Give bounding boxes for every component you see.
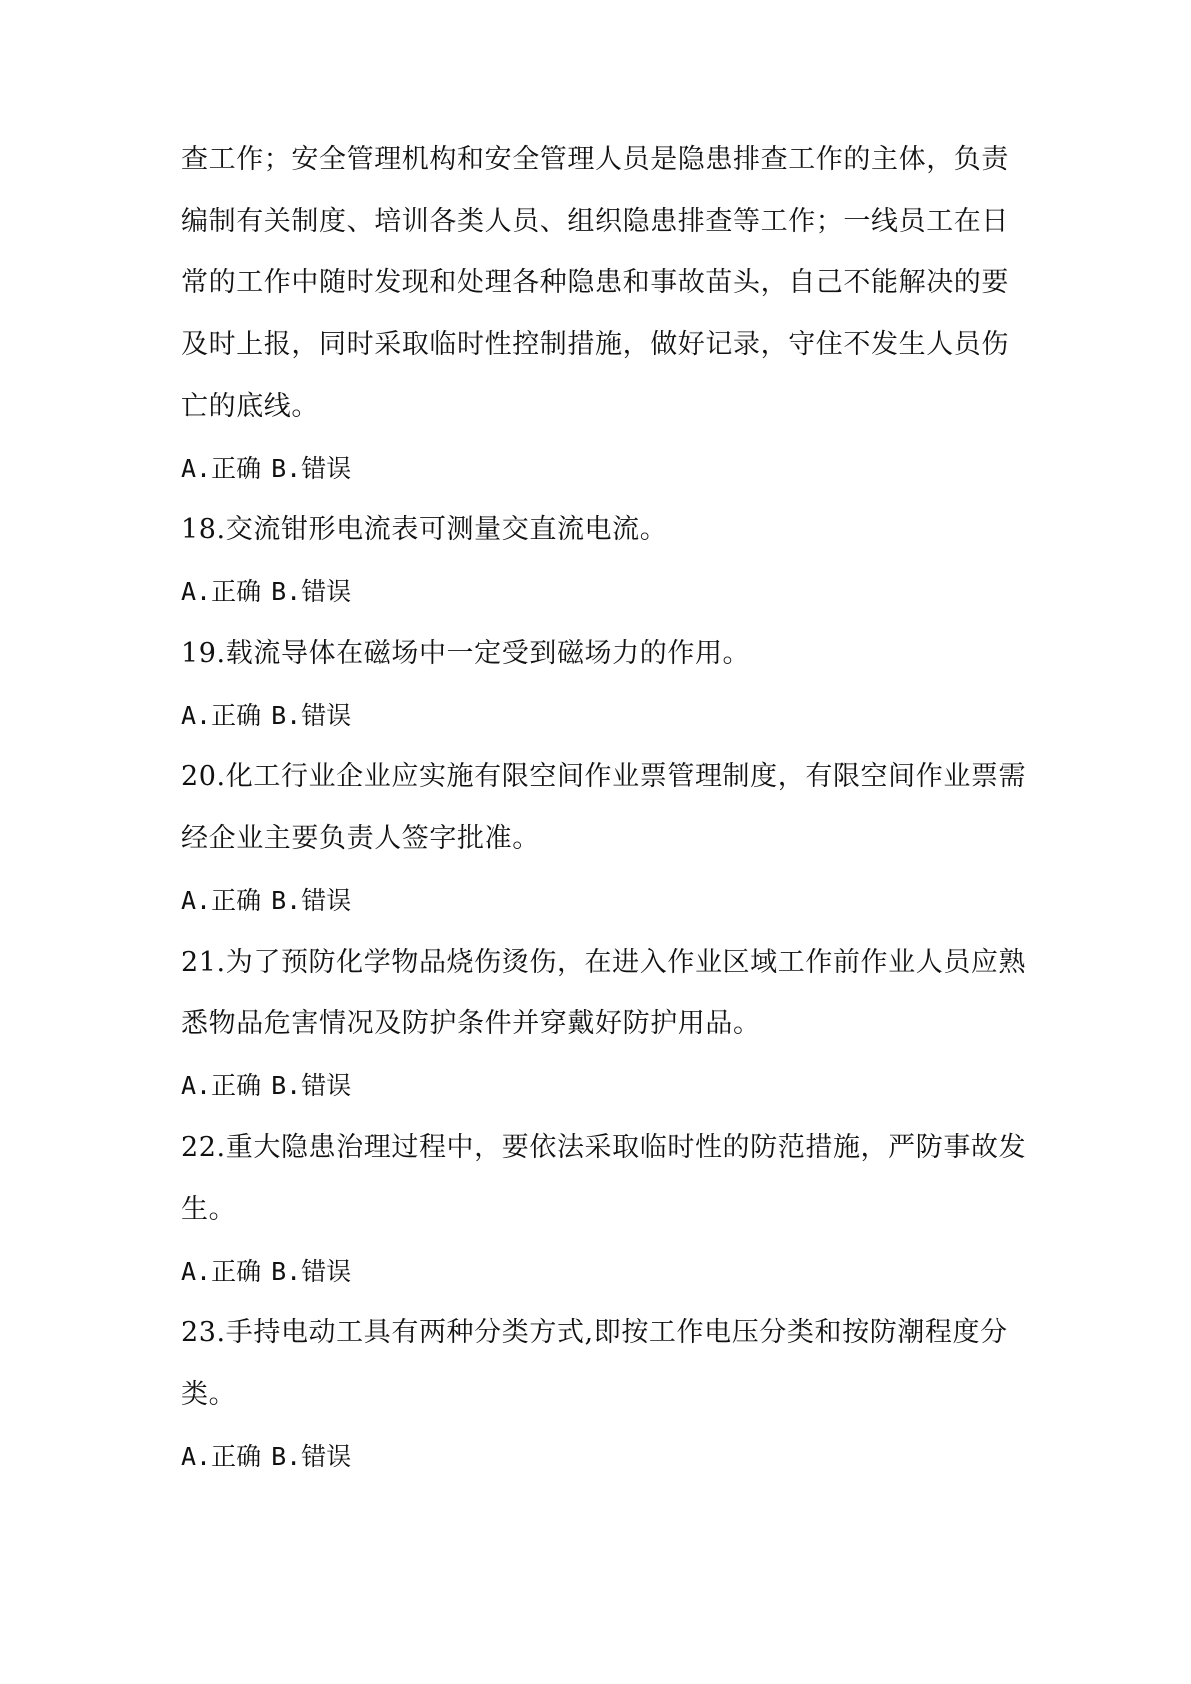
option-a: A.正确 xyxy=(181,1442,262,1471)
option-a: A.正确 xyxy=(181,886,262,915)
answer-options xyxy=(181,575,1011,609)
paragraph-line: 类。 xyxy=(181,1379,237,1410)
option-b: B.错误 xyxy=(271,1257,352,1286)
paragraph-line: 查工作；安全管理机构和安全管理人员是隐患排查工作的主体，负责 xyxy=(181,144,1009,175)
paragraph-line: 悉物品危害情况及防护条件并穿戴好防护用品。 xyxy=(181,1008,761,1039)
option-a: A.正确 xyxy=(181,454,262,483)
option-a: A.正确 xyxy=(181,701,262,730)
answer-options xyxy=(181,1440,1011,1474)
option-a: A.正确 xyxy=(181,1257,262,1286)
question-18: 18.交流钳形电流表可测量交直流电流。 xyxy=(181,514,668,545)
option-b: B.错误 xyxy=(271,454,352,483)
answer-options xyxy=(181,452,1011,486)
question-23: 23.手持电动工具有两种分类方式,即按工作电压分类和按防潮程度分 xyxy=(181,1317,1008,1348)
question-20: 20.化工行业企业应实施有限空间作业票管理制度，有限空间作业票需 xyxy=(181,761,1027,792)
option-a: A.正确 xyxy=(181,1071,262,1100)
paragraph-line: 及时上报，同时采取临时性控制措施，做好记录，守住不发生人员伤 xyxy=(181,329,1009,360)
paragraph-line: 编制有关制度、培训各类人员、组织隐患排查等工作；一线员工在日 xyxy=(181,206,1009,237)
answer-options xyxy=(181,1255,1011,1289)
paragraph-line: 经企业主要负责人签字批准。 xyxy=(181,823,540,854)
option-b: B.错误 xyxy=(271,1442,352,1471)
option-a: A.正确 xyxy=(181,577,262,606)
answer-options xyxy=(181,1069,1011,1103)
paragraph-line: 亡的底线。 xyxy=(181,391,319,422)
paragraph-line: 常的工作中随时发现和处理各种隐患和事故苗头，自己不能解决的要 xyxy=(181,267,1009,298)
option-b: B.错误 xyxy=(271,701,352,730)
question-22: 22.重大隐患治理过程中，要依法采取临时性的防范措施，严防事故发 xyxy=(181,1132,1027,1163)
option-b: B.错误 xyxy=(271,1071,352,1100)
question-19: 19.载流导体在磁场中一定受到磁场力的作用。 xyxy=(181,638,751,669)
answer-options xyxy=(181,699,1011,733)
option-b: B.错误 xyxy=(271,577,352,606)
question-21: 21.为了预防化学物品烧伤烫伤，在进入作业区域工作前作业人员应熟 xyxy=(181,947,1027,978)
paragraph-line: 生。 xyxy=(181,1194,237,1225)
option-b: B.错误 xyxy=(271,886,352,915)
answer-options xyxy=(181,884,1011,918)
